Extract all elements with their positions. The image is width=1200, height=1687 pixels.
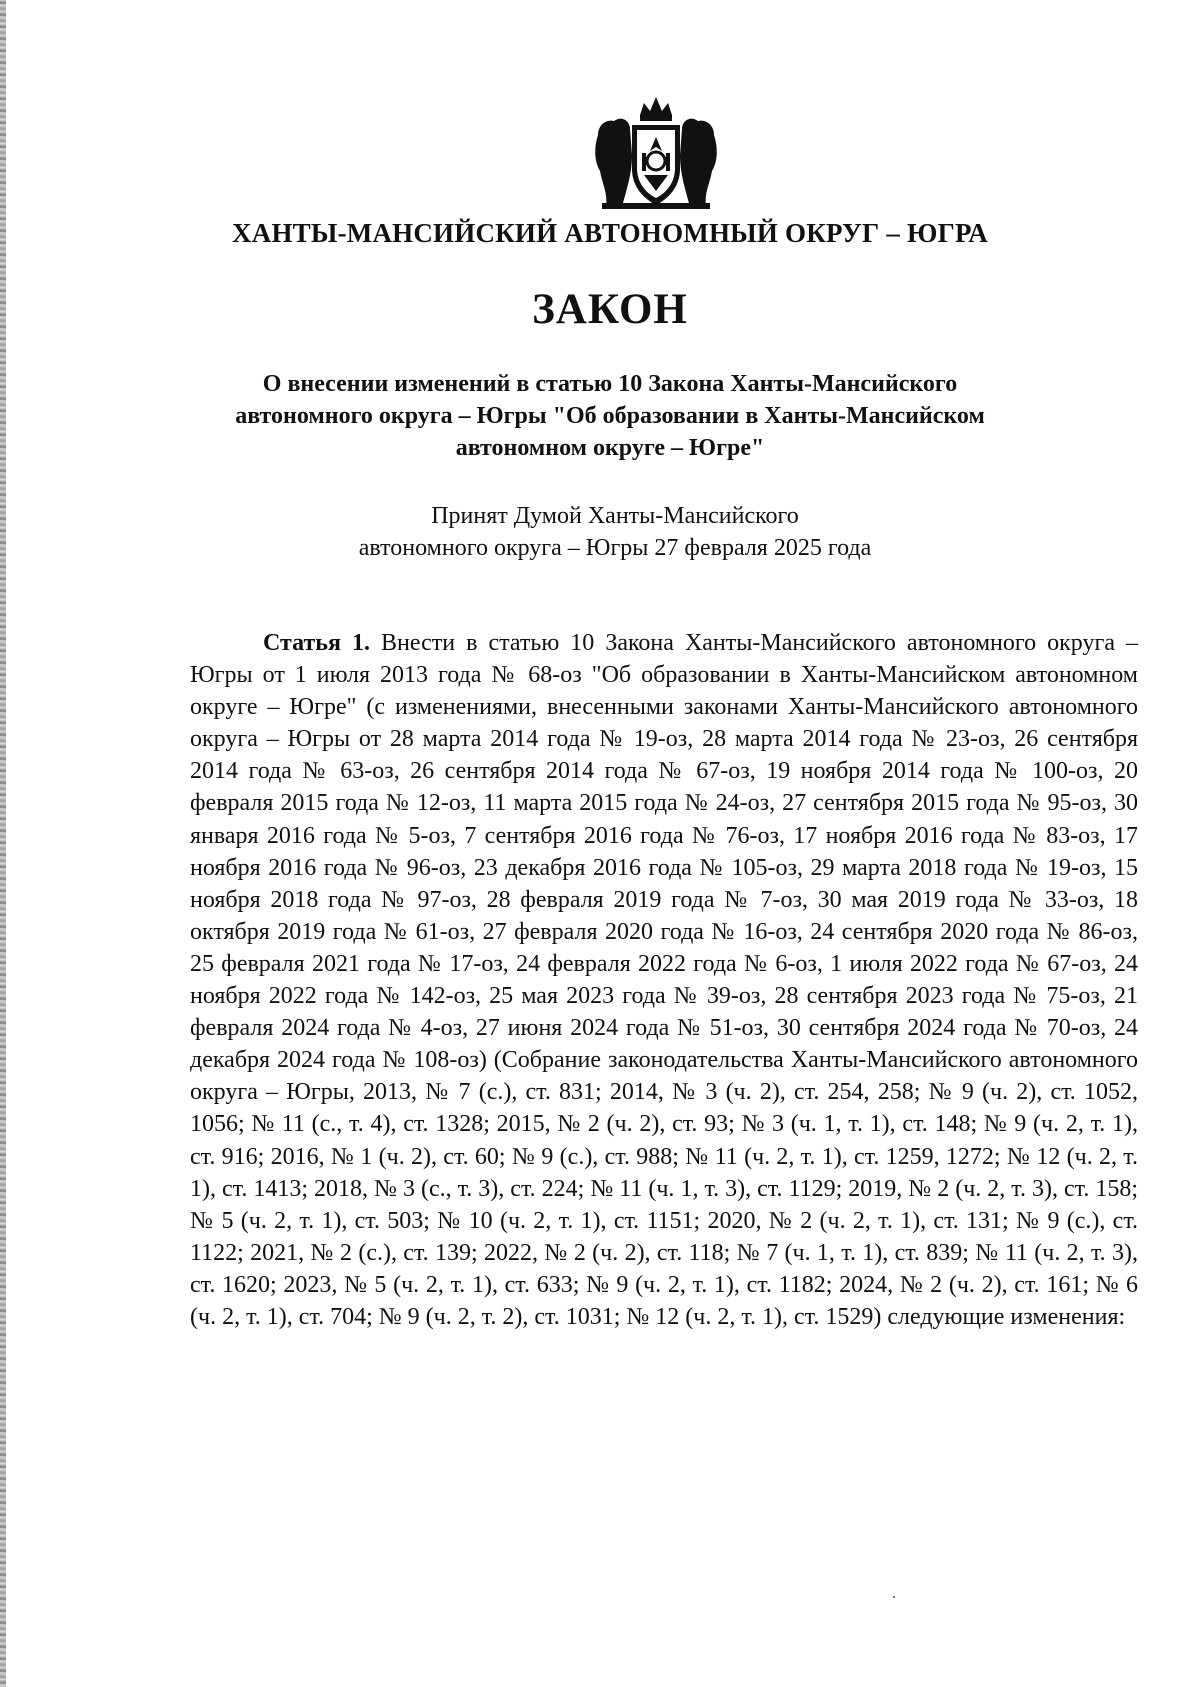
scan-edge <box>0 0 6 1687</box>
document-type-heading: ЗАКОН <box>532 286 688 333</box>
coat-of-arms-icon <box>592 95 720 211</box>
law-title-line: автономном округе – Югре" <box>455 435 765 461</box>
article-1 <box>190 627 1138 1333</box>
article-1-text: Внести в статью 10 Закона Ханты-Мансийского автономного округа – Югры от 1 июля 2013 года № 68-оз "Об образовании в Ханты-Мансийском автономном округе – Югре" (с изменениями, внесенными законами Ханты-Мансийского автономного округа – Югры от 28 марта 2014 года № 19-оз, 28 марта 2014 года № 23-оз, 26 сентября 2014 года № 63-оз, 26 сентября 2014 года № 67-оз, 19 ноября 2014 года № 100-оз, 20 февраля 2015 года № 12-оз, 11 марта 2015 года № 24-оз, 27 сентября 2015 года № 95-оз, 30 января 2016 года № 5-оз, 7 сентября 2016 года № 76-оз, 17 ноября 2016 года № 83-оз, 17 ноября 2016 года № 96-оз, 23 декабря 2016 года № 105-оз, 29 марта 2018 года № 19-оз, 15 ноября 2018 года № 97-оз, 28 февраля 2019 года № 7-оз, 30 мая 2019 года № 33-оз, 18 октября 2019 года № 61-оз, 27 февраля 2020 года № 16-оз, 24 сентября 2020 года № 86-оз, 25 февраля 2021 года № 17-оз, 24 февраля 2022 года № 6-оз, 1 июля 2022 года № 67-оз, 24 ноября 2022 года № 142-оз, 25 мая 2023 года № 39-оз, 28 сентября 2023 года № 75-оз, 21 февраля 2024 года № 4-оз, 27 июня 2024 года № 51-оз, 30 сентября 2024 года № 70-оз, 24 декабря 2024 года № 108-оз) (Собрание законодательства Ханты-Мансийского автономного округа – Югры, 2013, № 7 (с.), ст. 831; 2014, № 3 (ч. 2), ст. 254, 258; № 9 (ч. 2), ст. 1052, 1056; № 11 (с., т. 4), ст. 1328; 2015, № 2 (ч. 2), ст. 93; № 3 (ч. 1, т. 1), ст. 148; № 9 (ч. 2, т. 1), ст. 916; 2016, № 1 (ч. 2), ст. 60; № 9 (с.), ст. 988; № 11 (ч. 2, т. 1), ст. 1259, 1272; № 12 (ч. 2, т. 1), ст. 1413; 2018, № 3 (с., т. 3), ст. 224; № 11 (ч. 1, т. 3), ст. 1129; 2019, № 2 (ч. 2, т. 3), ст. 158; № 5 (ч. 2, т. 1), ст. 503; № 10 (ч. 2, т. 1), ст. 1151; 2020, № 2 (ч. 2, т. 1), ст. 131; № 9 (с.), ст. 1122; 2021, № 2 (с.), ст. 139; 2022, № 2 (ч. 2), ст. 118; № 7 (ч. 1, т. 1), ст. 839; № 11 (ч. 2, т. 3), ст. 1620; 2023, № 5 (ч. 2, т. 1), ст. 633; № 9 (ч. 2, т. 1), ст. 1182; 2024, № 2 (ч. 2), ст. 161; № 6 (ч. 2, т. 1), ст. 704; № 9 (ч. 2, т. 2), ст. 1031; № 12 (ч. 2, т. 1), ст. 1529) следующие изменения: <box>190 630 1139 1330</box>
adoption-note-line: Принят Думой Ханты-Мансийского <box>431 503 799 529</box>
law-title <box>150 368 1070 464</box>
adoption-note <box>250 500 980 564</box>
law-title-line: автономного округа – Югры "Об образовании в Ханты-Мансийском <box>235 403 985 429</box>
law-title-line: О внесении изменений в статью 10 Закона Ханты-Мансийского <box>262 371 958 397</box>
adoption-note-line: автономного округа – Югры 27 февраля 2025 года <box>358 535 872 561</box>
scan-speck <box>893 1596 895 1598</box>
article-1-label: Статья 1. <box>263 630 370 656</box>
region-title: ХАНТЫ-МАНСИЙСКИЙ АВТОНОМНЫЙ ОКРУГ – ЮГРА <box>232 218 988 248</box>
